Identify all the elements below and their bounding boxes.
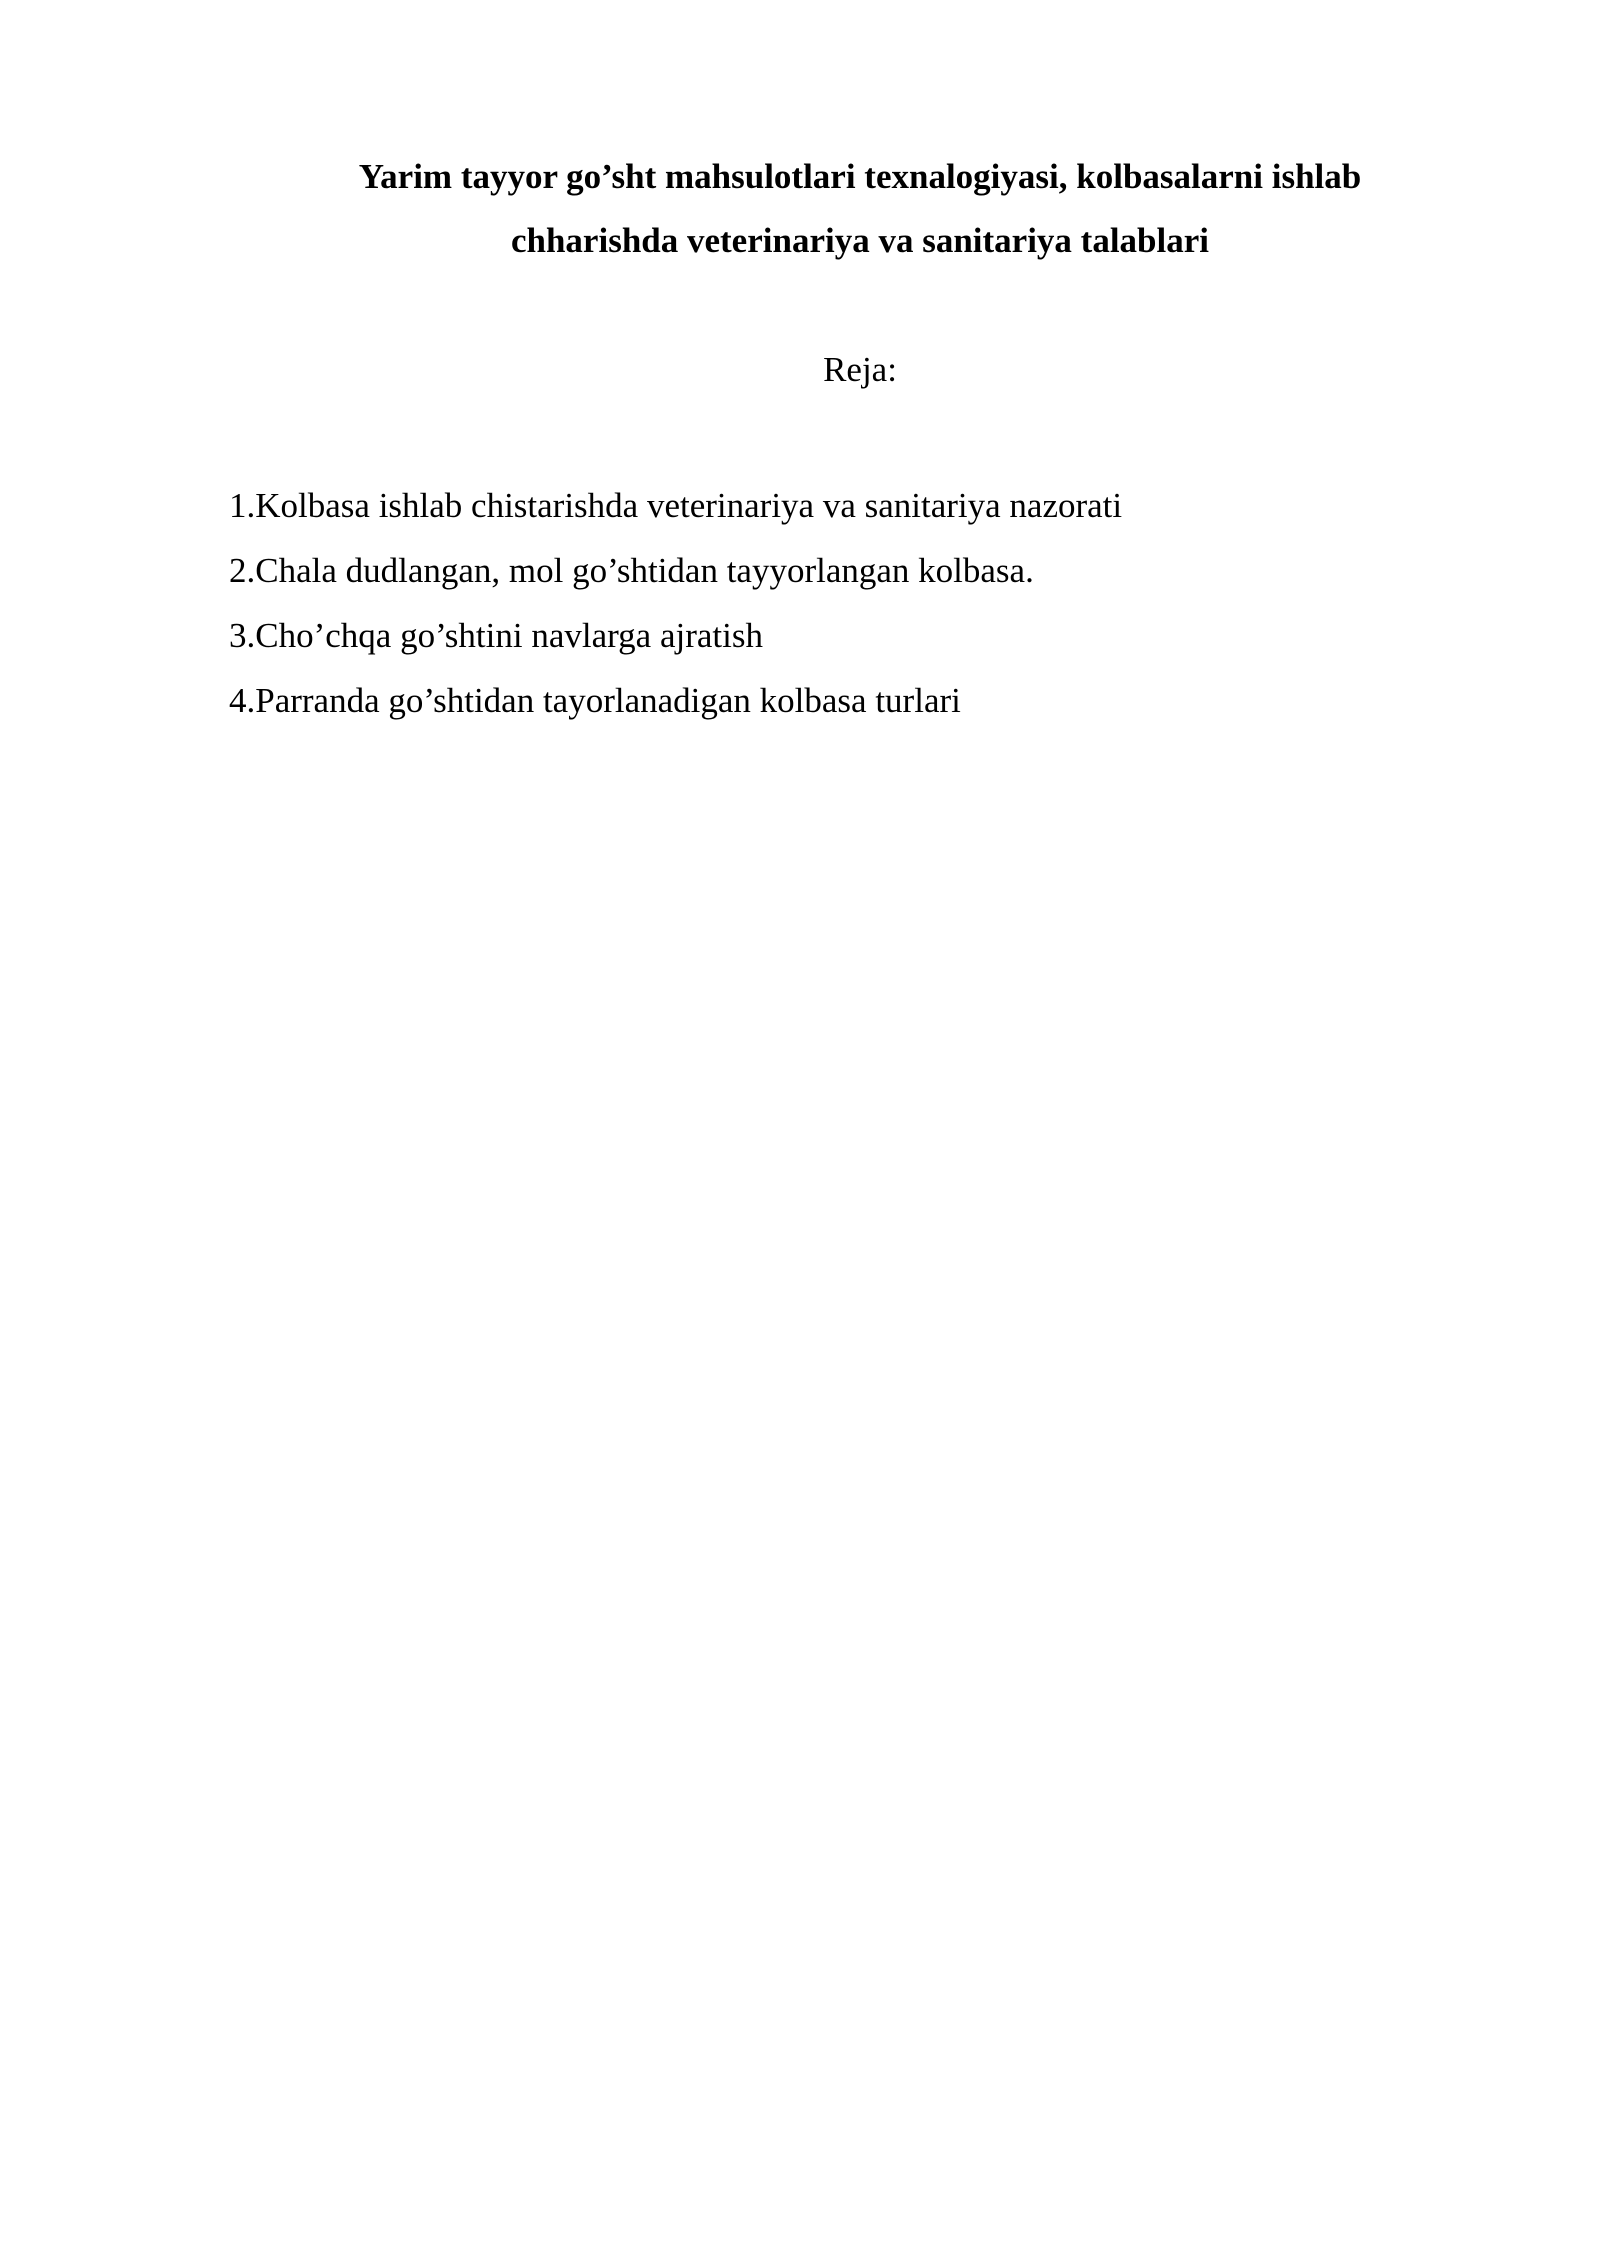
plan-item-3: 3.Cho’chqa go’shtini navlarga ajratish <box>229 616 763 655</box>
plan-item-4: 4.Parranda go’shtidan tayorlanadigan kolbasa turlari <box>229 681 961 720</box>
plan-list <box>229 473 1429 733</box>
plan-heading: Reja: <box>823 350 897 389</box>
document-title-line-2: chharishda veterinariya va sanitariya talablari <box>510 221 1210 260</box>
plan-item-1: 1.Kolbasa ishlab chistarishda veterinariya va sanitariya nazorati <box>229 486 1123 525</box>
plan-item-2: 2.Chala dudlangan, mol go’shtidan tayyorlangan kolbasa. <box>229 551 1034 590</box>
document-title-line-1: Yarim tayyor go’sht mahsulotlari texnalogiyasi, kolbasalarni ishlab <box>358 157 1362 196</box>
document-title <box>300 145 1420 273</box>
